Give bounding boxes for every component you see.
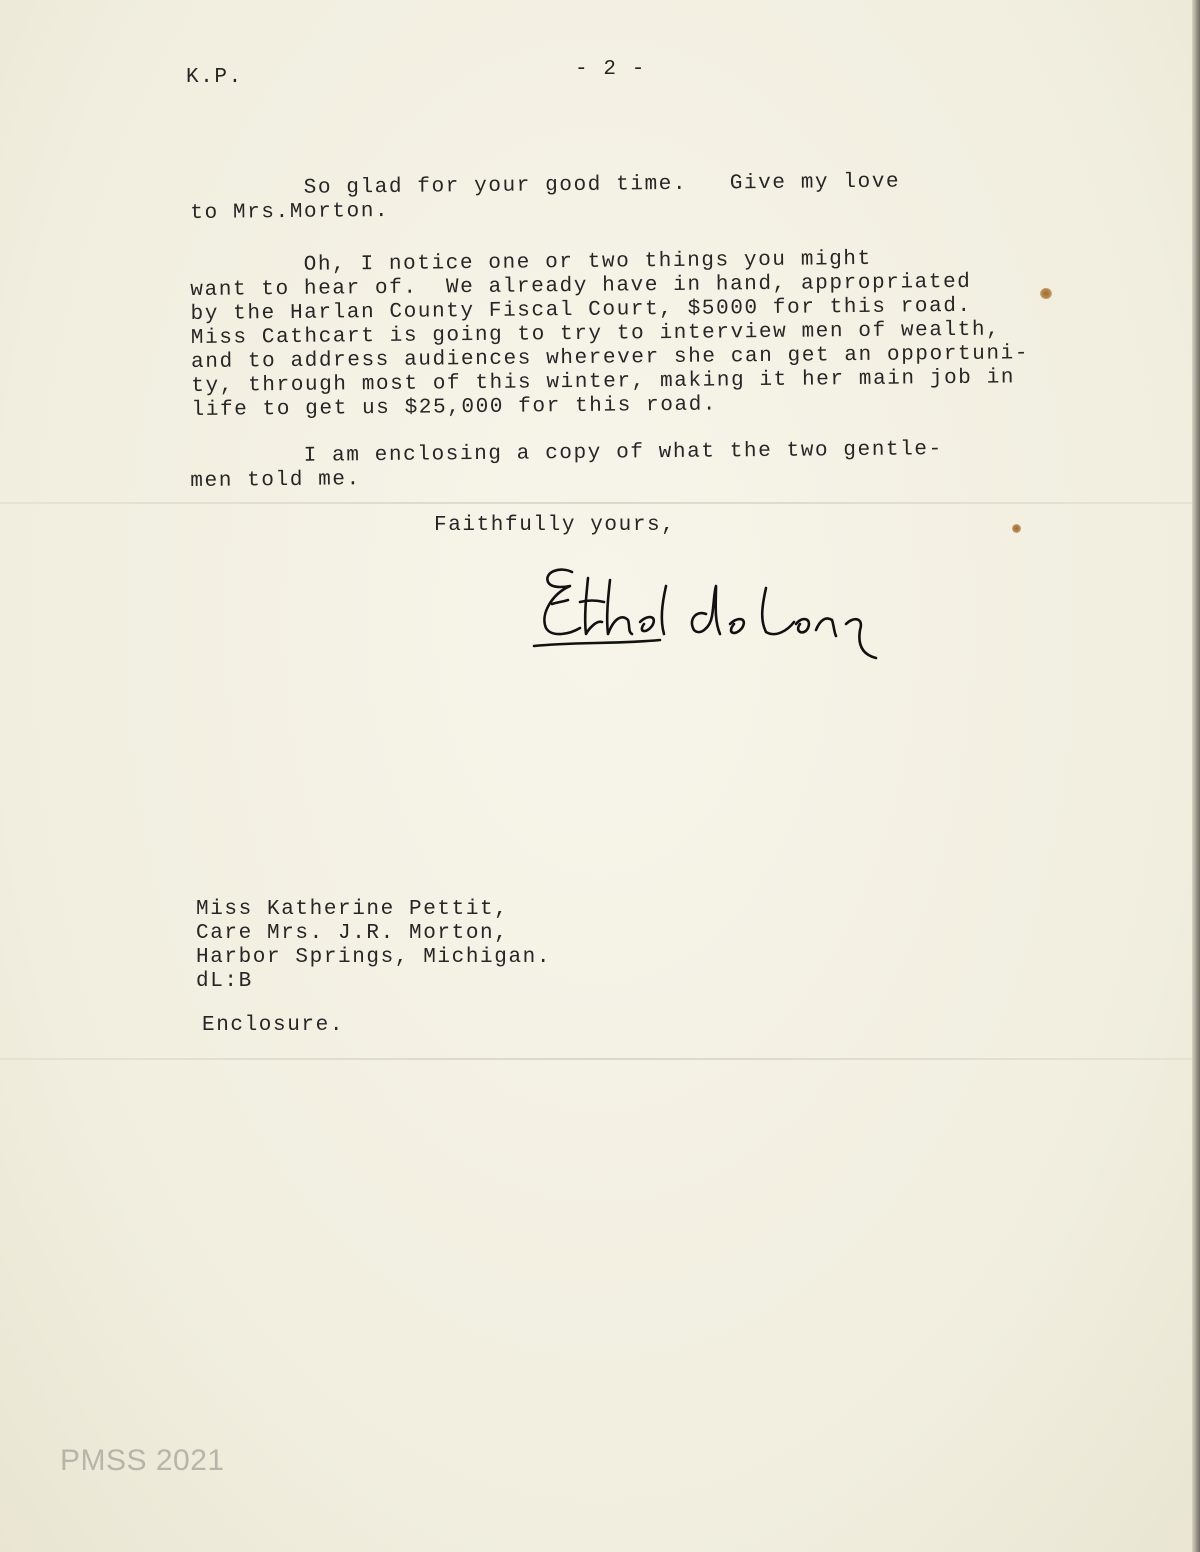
text-line: So glad for your good time. Give my love [190, 170, 901, 201]
stain-spot [1012, 524, 1021, 533]
enclosure-note: Enclosure. [202, 1014, 345, 1037]
text-line: want to hear of. We already have in hand, appropriated [190, 270, 972, 302]
closing: Faithfully yours, [434, 514, 676, 537]
text-line: to Mrs.Morton. [190, 199, 390, 225]
typist-reference: dL:B [196, 970, 253, 993]
text-line: men told me. [190, 468, 361, 493]
text-line: life to get us $25,000 for this road. [191, 393, 718, 422]
header-initials: K.P. [186, 66, 243, 89]
text-line: Miss Cathcart is going to try to interview men of wealth, [190, 318, 1001, 350]
paragraph-2 [190, 246, 1030, 423]
paragraph-1 [190, 171, 901, 226]
paper-fold [0, 1058, 1200, 1060]
text-line: by the Harlan County Fiscal Court, $5000 for this road. [190, 294, 972, 326]
page-number: - 2 - [575, 58, 647, 81]
text-line: Oh, I notice one or two things you might [190, 247, 872, 278]
stain-spot [1040, 288, 1052, 299]
address-line-3: Harbor Springs, Michigan. [196, 946, 552, 969]
text-line: I am enclosing a copy of what the two gentle- [190, 438, 943, 469]
address-line-1: Miss Katherine Pettit, [196, 898, 509, 921]
handwritten-signature [530, 558, 900, 668]
text-line: ty, through most of this winter, making it her main job in [191, 366, 1016, 398]
text-line: and to address audiences wherever she can get an opportuni- [191, 342, 1030, 374]
address-line-2: Care Mrs. J.R. Morton, [196, 922, 509, 945]
paper-edge-shadow [1192, 0, 1200, 1552]
paragraph-3 [190, 438, 943, 494]
watermark: PMSS 2021 [60, 1444, 225, 1477]
paper-fold [0, 502, 1200, 504]
